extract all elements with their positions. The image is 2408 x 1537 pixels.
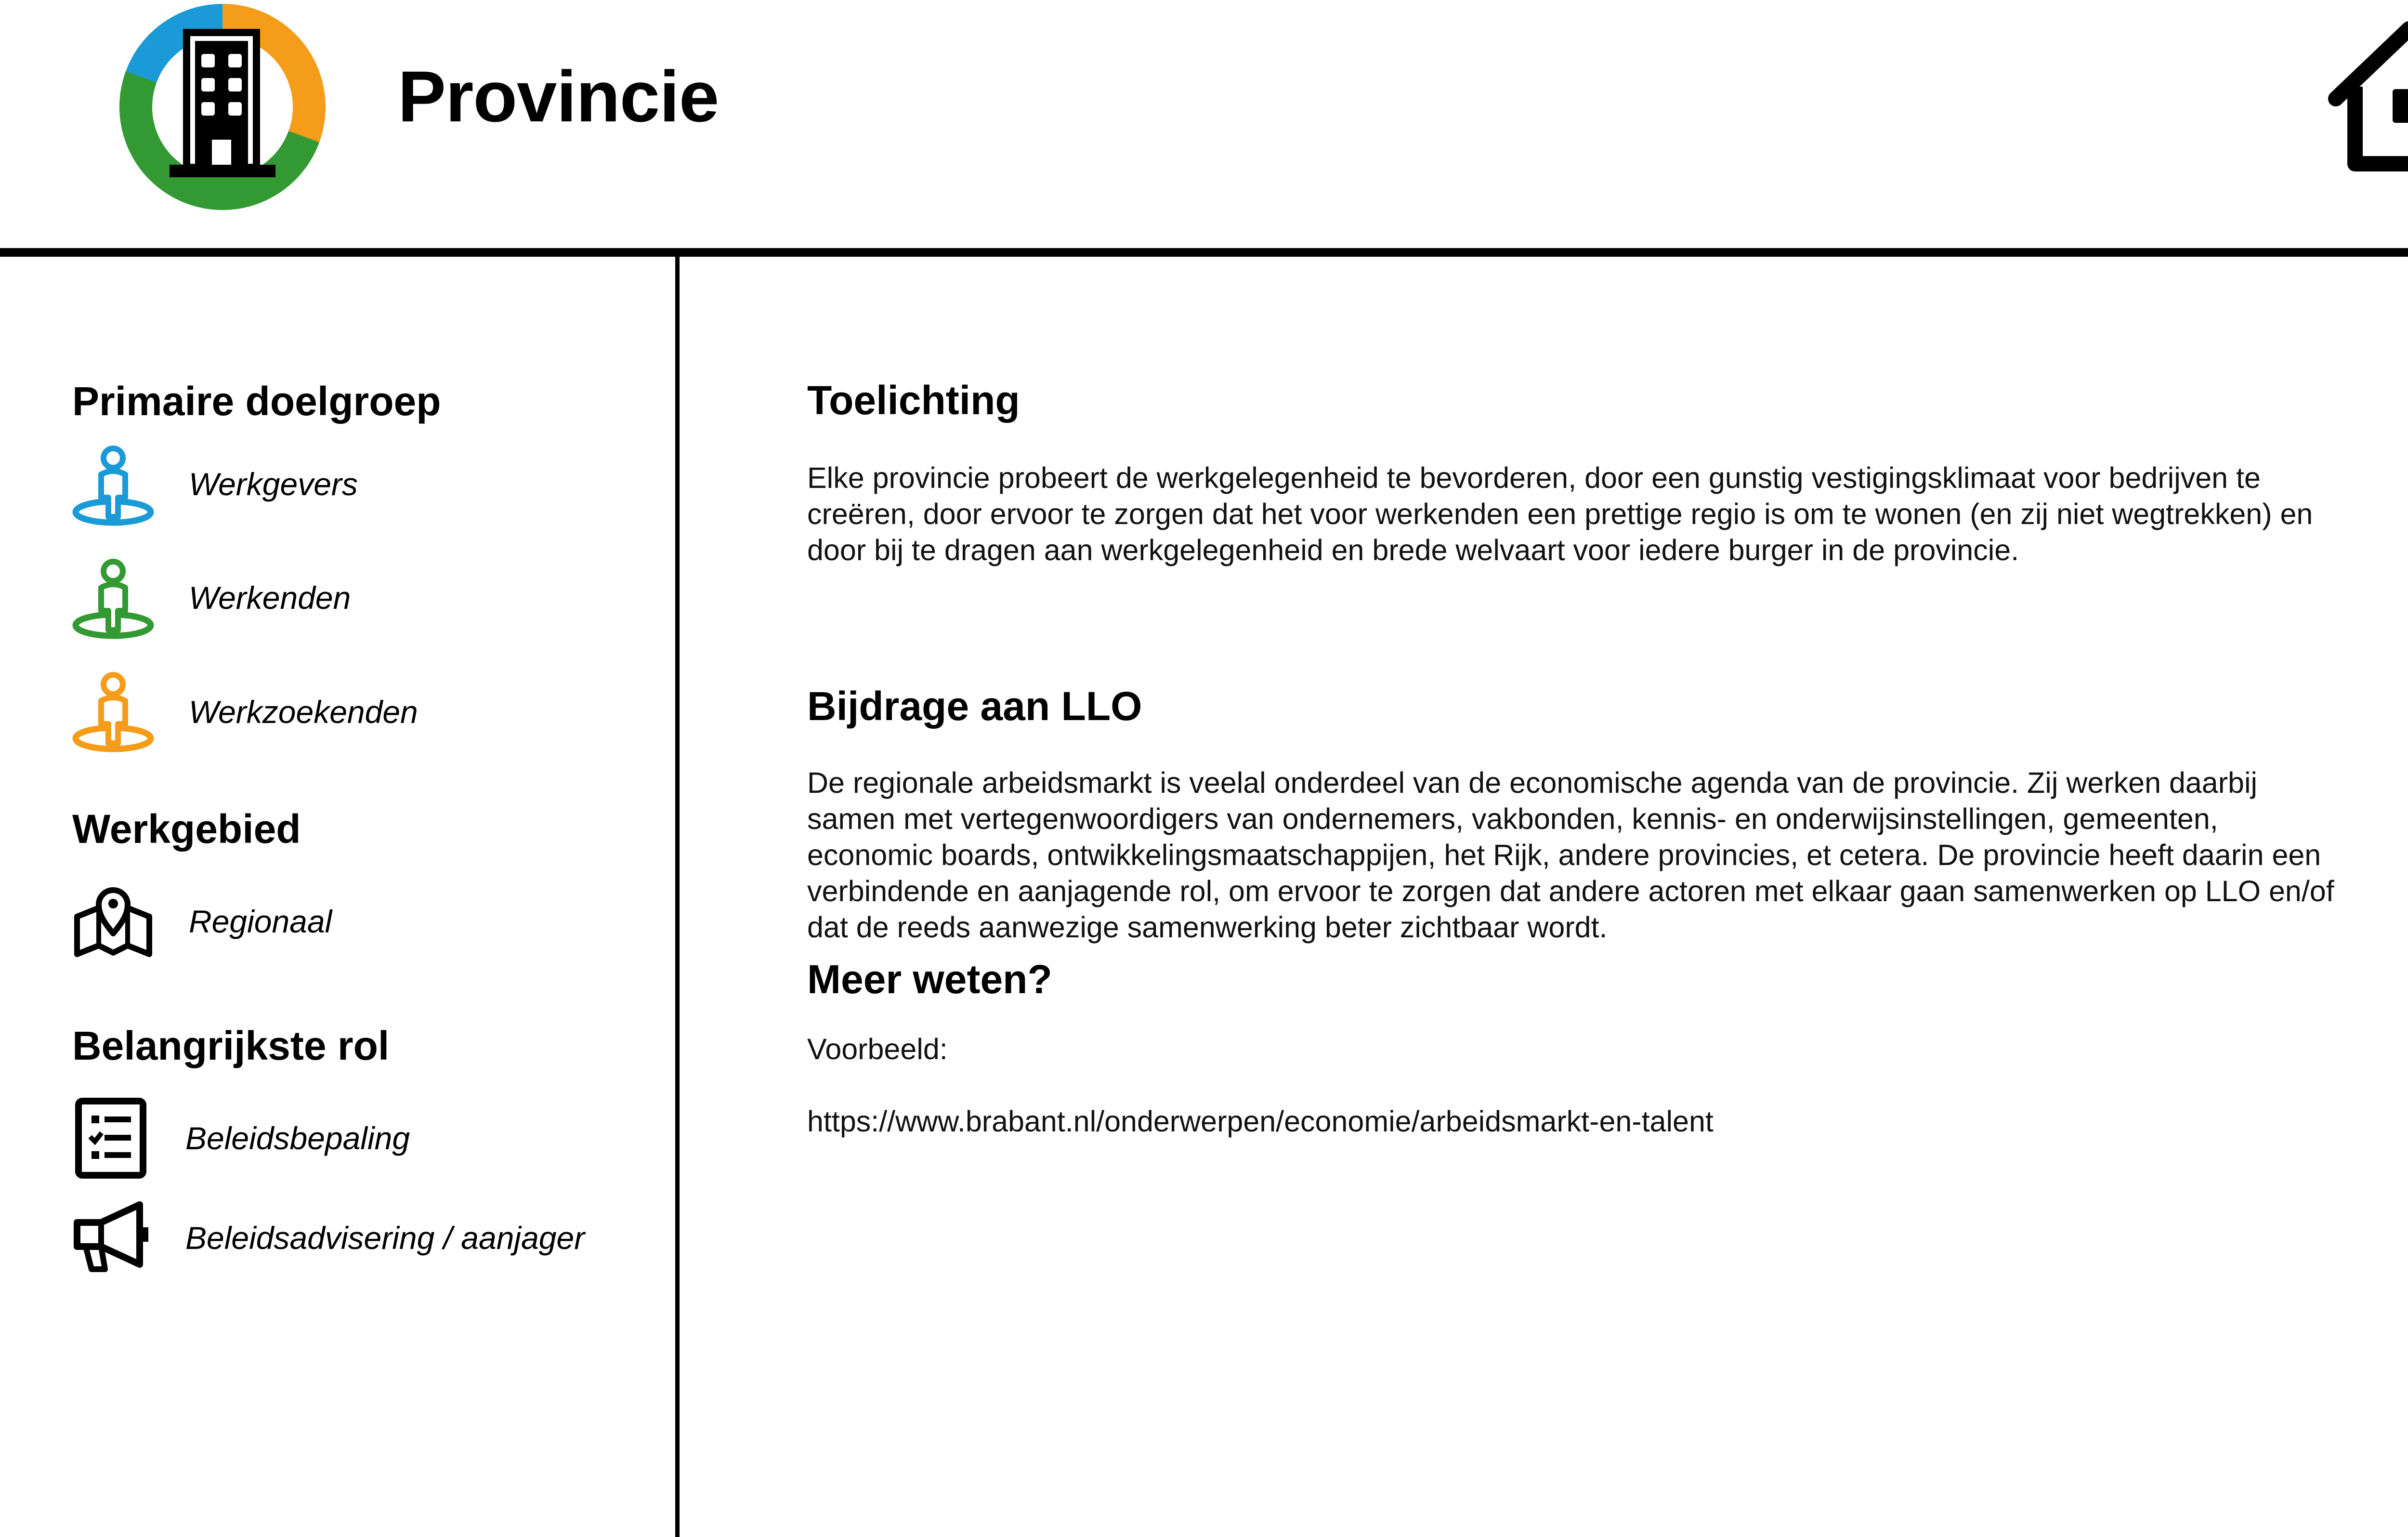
- person-pin-icon: [72, 671, 157, 753]
- bijdrage-text: De regionale arbeidsmarkt is veelal onderdeel van de economische agenda van de provincie. Zij werken daarbij samen met vertegenwoordigers van ondernemers, vakbonden, kennis- en onderwijsinstellingen, gemeenten, economic boards, ontwikkelingsmaatschappijen, het Rijk, andere provincies, et cetera. De provincie heeft daarin een verbindende en aanjagende rol, om ervoor te zorgen dat andere actoren met elkaar gaan samenwerken op LLO en/of dat de reeds aanwezige samenwerking beter zichtbaar wordt.: [807, 766, 2334, 944]
- page-title: Provincie: [398, 56, 719, 137]
- header-divider: [0, 248, 2408, 257]
- doelgroep-item-label: Werkzoekenden: [189, 694, 418, 730]
- main-content: [680, 257, 2408, 1537]
- section-heading-doelgroep: Primaire doelgroep: [72, 379, 441, 424]
- meer-weten-heading: Meer weten?: [807, 957, 1052, 1002]
- column-divider: [675, 257, 680, 1537]
- building-ring-icon: [116, 0, 330, 214]
- rol-item-label: Beleidsbepaling: [185, 1120, 410, 1156]
- header: [0, 0, 2408, 248]
- person-pin-icon: [72, 558, 157, 640]
- person-pin-icon: [72, 445, 157, 526]
- checklist-icon: [75, 1097, 147, 1179]
- voorbeeld-label: Voorbeeld:: [807, 1033, 948, 1065]
- map-pin-icon: [72, 883, 154, 958]
- doelgroep-item-label: Werkenden: [189, 580, 351, 616]
- home-icon[interactable]: [2321, 14, 2408, 173]
- doelgroep-item-label: Werkgevers: [189, 466, 358, 502]
- rol-item-label: Beleidsadvisering / aanjager: [185, 1220, 585, 1256]
- bijdrage-heading: Bijdrage aan LLO: [807, 683, 1142, 729]
- toelichting-text: Elke provincie probeert de werkgelegenheid te bevorderen, door een gunstig vestigingsklimaat voor bedrijven te creëren, door ervoor te zorgen dat het voor werkenden een prettige regio is om te wonen (en zij niet wegtrekken) en door bij te dragen aan werkgelegenheid en brede welvaart voor iedere burger in de provincie.: [807, 461, 2313, 566]
- section-heading-werkgebied: Werkgebied: [72, 806, 301, 852]
- section-heading-rol: Belangrijkste rol: [72, 1023, 390, 1068]
- werkgebied-item-label: Regionaal: [189, 904, 332, 939]
- sidebar: [0, 257, 675, 1537]
- example-link[interactable]: https://www.brabant.nl/onderwerpen/economie/arbeidsmarkt-en-talent: [807, 1105, 1714, 1138]
- toelichting-heading: Toelichting: [807, 378, 1020, 423]
- megaphone-icon: [72, 1201, 152, 1273]
